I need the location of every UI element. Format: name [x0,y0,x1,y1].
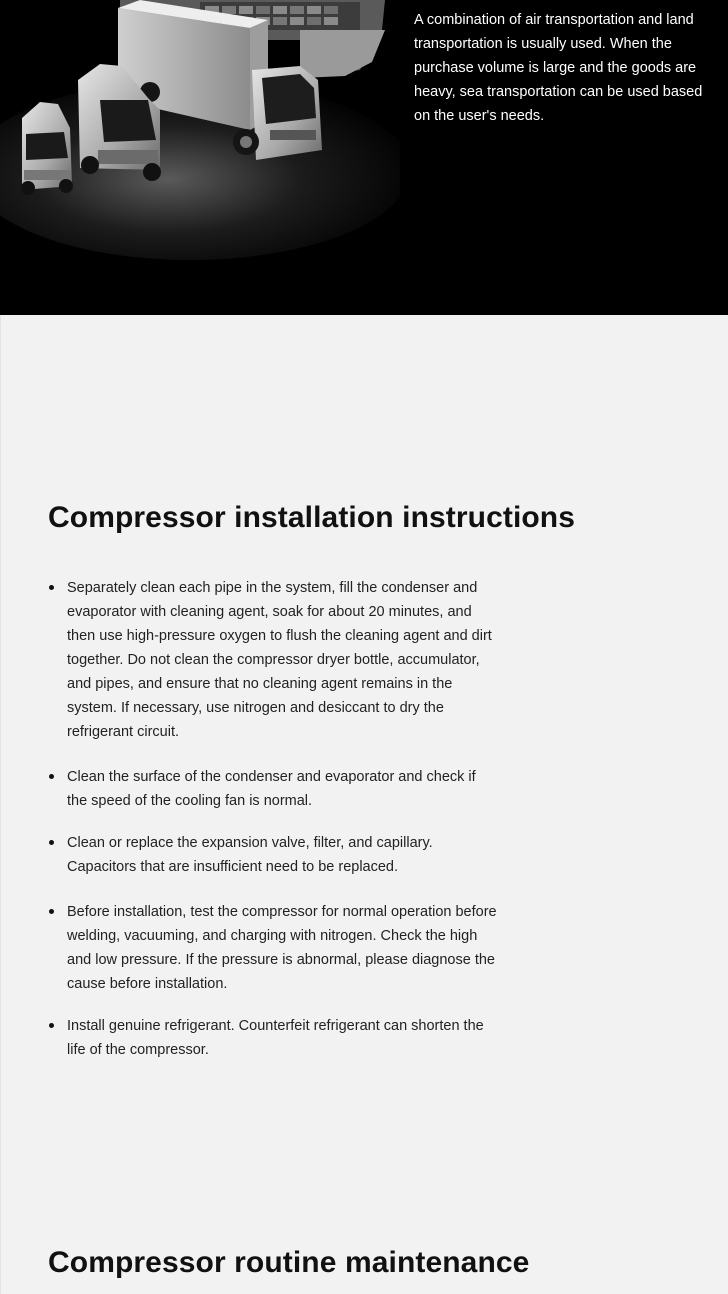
list-item: Install genuine refrigerant. Counterfeit refrigerant can shorten the life of the compressor. [48,1014,498,1062]
list-item: Clean or replace the expansion valve, filter, and capillary. Capacitors that are insufficient need to be replaced. [48,831,498,879]
installation-title: Compressor installation instructions [48,501,576,534]
list-item: Before installation, test the compressor for normal operation before welding, vacuuming, and charging with nitrogen. Check the high and low pressure. If the pressure is abnormal, please diagnose the cause before installation. [48,900,498,996]
logistics-vehicles-image [0,0,400,315]
list-item: Clean the surface of the condenser and evaporator and check if the speed of the cooling fan is normal. [48,765,498,813]
installation-list [48,576,498,1062]
hero-description: A combination of air transportation and land transportation is usually used. When the purchase volume is large and the goods are heavy, sea transportation can be used based on the user's needs. [414,12,703,124]
main-content [0,315,728,1294]
hero-banner [0,0,728,315]
list-item: Separately clean each pipe in the system, fill the condenser and evaporator with cleaning agent, soak for about 20 minutes, and then use high-pressure oxygen to flush the cleaning agent and dirt together. Do not clean the compressor dryer bottle, accumulator, and pipes, and ensure that no cleaning agent remains in the system. If necessary, use nitrogen and desiccant to dry the refrigerant circuit. [48,576,498,744]
maintenance-title: Compressor routine maintenance [48,1246,530,1279]
